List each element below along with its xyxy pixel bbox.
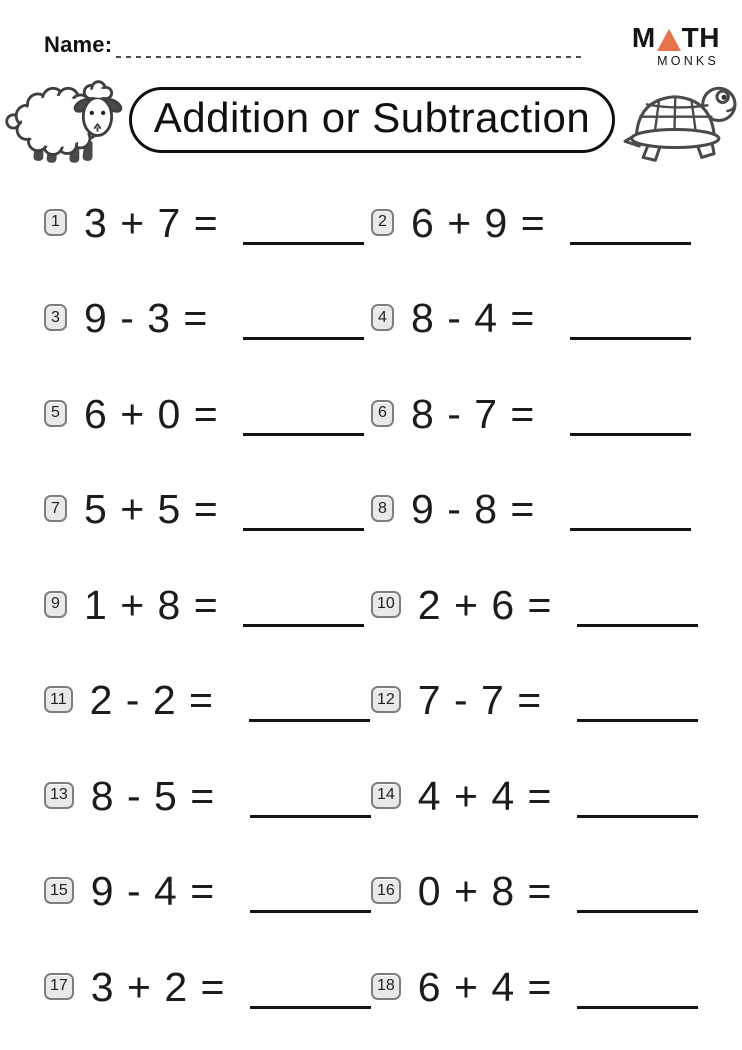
- title-banner: [0, 72, 742, 168]
- problem-number-badge: 8: [371, 495, 394, 522]
- problem-number-badge: 13: [44, 782, 74, 809]
- problem-row: [44, 850, 371, 946]
- problem-expression: 9 - 3 =: [84, 295, 209, 341]
- answer-blank[interactable]: [570, 293, 691, 340]
- answer-blank[interactable]: [570, 198, 691, 245]
- problem-row: [371, 468, 698, 564]
- problem-row: [44, 659, 371, 755]
- answer-blank[interactable]: [249, 675, 370, 722]
- problem-expression: 3 + 7 =: [84, 199, 219, 246]
- problem-row: [371, 182, 698, 278]
- answer-blank[interactable]: [243, 389, 364, 436]
- answer-blank[interactable]: [577, 580, 698, 627]
- problem-number-badge: 18: [371, 973, 401, 1000]
- problem-expression: 6 + 9 =: [411, 199, 546, 246]
- problem-row: [44, 946, 371, 1042]
- name-input-line[interactable]: [116, 32, 586, 58]
- logo-triangle-icon: [657, 29, 681, 51]
- problem-number-badge: 7: [44, 495, 67, 522]
- worksheet-title-text: Addition or Subtraction: [153, 93, 591, 141]
- answer-blank[interactable]: [570, 389, 691, 436]
- problem-number-badge: 14: [371, 782, 401, 809]
- logo-wordmark: [632, 24, 720, 52]
- logo-subtext: MONKS: [657, 54, 719, 68]
- problem-row: [44, 373, 371, 469]
- problem-number-badge: 16: [371, 877, 401, 904]
- problem-row: [371, 564, 698, 660]
- answer-blank[interactable]: [577, 771, 698, 818]
- problem-expression: 0 + 8 =: [417, 868, 553, 914]
- problem-row: [44, 277, 371, 373]
- problem-expression: 2 + 6 =: [417, 581, 553, 628]
- problem-number-badge: 12: [371, 686, 401, 713]
- sheep-illustration: [2, 76, 123, 163]
- problem-expression: 3 + 2 =: [90, 963, 226, 1010]
- problem-number-badge: 4: [371, 304, 394, 331]
- answer-blank[interactable]: [243, 198, 364, 245]
- problem-number-badge: 10: [371, 591, 401, 618]
- worksheet-header: [0, 0, 742, 68]
- problem-row: [44, 564, 371, 660]
- problem-expression: 8 - 7 =: [411, 390, 536, 437]
- problem-number-badge: 6: [371, 400, 394, 427]
- problem-number-badge: 2: [371, 209, 394, 236]
- answer-blank[interactable]: [250, 866, 371, 913]
- problem-expression: 7 - 7 =: [417, 677, 543, 723]
- logo-text-th: TH: [681, 22, 720, 53]
- problem-row: [371, 659, 698, 755]
- answer-blank[interactable]: [570, 484, 691, 531]
- problem-number-badge: 17: [44, 973, 74, 1000]
- answer-blank[interactable]: [243, 293, 364, 340]
- answer-blank[interactable]: [243, 580, 364, 627]
- problem-row: [371, 373, 698, 469]
- problem-expression: 6 + 0 =: [84, 390, 219, 437]
- problem-number-badge: 9: [44, 591, 67, 618]
- answer-blank[interactable]: [250, 962, 371, 1009]
- name-label: Name:: [44, 32, 113, 57]
- problem-expression: 9 - 8 =: [411, 486, 536, 532]
- math-monks-logo: [632, 24, 720, 68]
- answer-blank[interactable]: [577, 675, 698, 722]
- problem-expression: 2 - 2 =: [89, 677, 214, 723]
- problem-number-badge: 1: [44, 209, 67, 236]
- problem-expression: 6 + 4 =: [417, 963, 553, 1010]
- problem-number-badge: 3: [44, 304, 67, 331]
- problem-number-badge: 15: [44, 877, 74, 904]
- problem-row: [371, 946, 698, 1042]
- problem-row: [44, 468, 371, 564]
- problem-row: [44, 755, 371, 851]
- problem-expression: 1 + 8 =: [84, 581, 219, 628]
- problem-number-badge: 11: [44, 686, 73, 713]
- problem-expression: 5 + 5 =: [84, 486, 219, 532]
- answer-blank[interactable]: [243, 484, 364, 531]
- answer-blank[interactable]: [250, 771, 371, 818]
- problem-expression: 4 + 4 =: [417, 772, 553, 819]
- problems-grid: [0, 182, 742, 1042]
- turtle-illustration: [621, 75, 740, 165]
- problem-expression: 9 - 4 =: [90, 868, 216, 914]
- problem-row: [371, 277, 698, 373]
- logo-text-m: M: [631, 22, 656, 53]
- problem-number-badge: 5: [44, 400, 67, 427]
- problem-row: [44, 182, 371, 278]
- problem-expression: 8 - 5 =: [90, 772, 216, 819]
- answer-blank[interactable]: [577, 866, 698, 913]
- problem-row: [371, 755, 698, 851]
- problem-row: [371, 850, 698, 946]
- worksheet-title: [129, 87, 615, 153]
- name-row: [44, 32, 632, 58]
- answer-blank[interactable]: [577, 962, 698, 1009]
- problem-expression: 8 - 4 =: [411, 295, 536, 341]
